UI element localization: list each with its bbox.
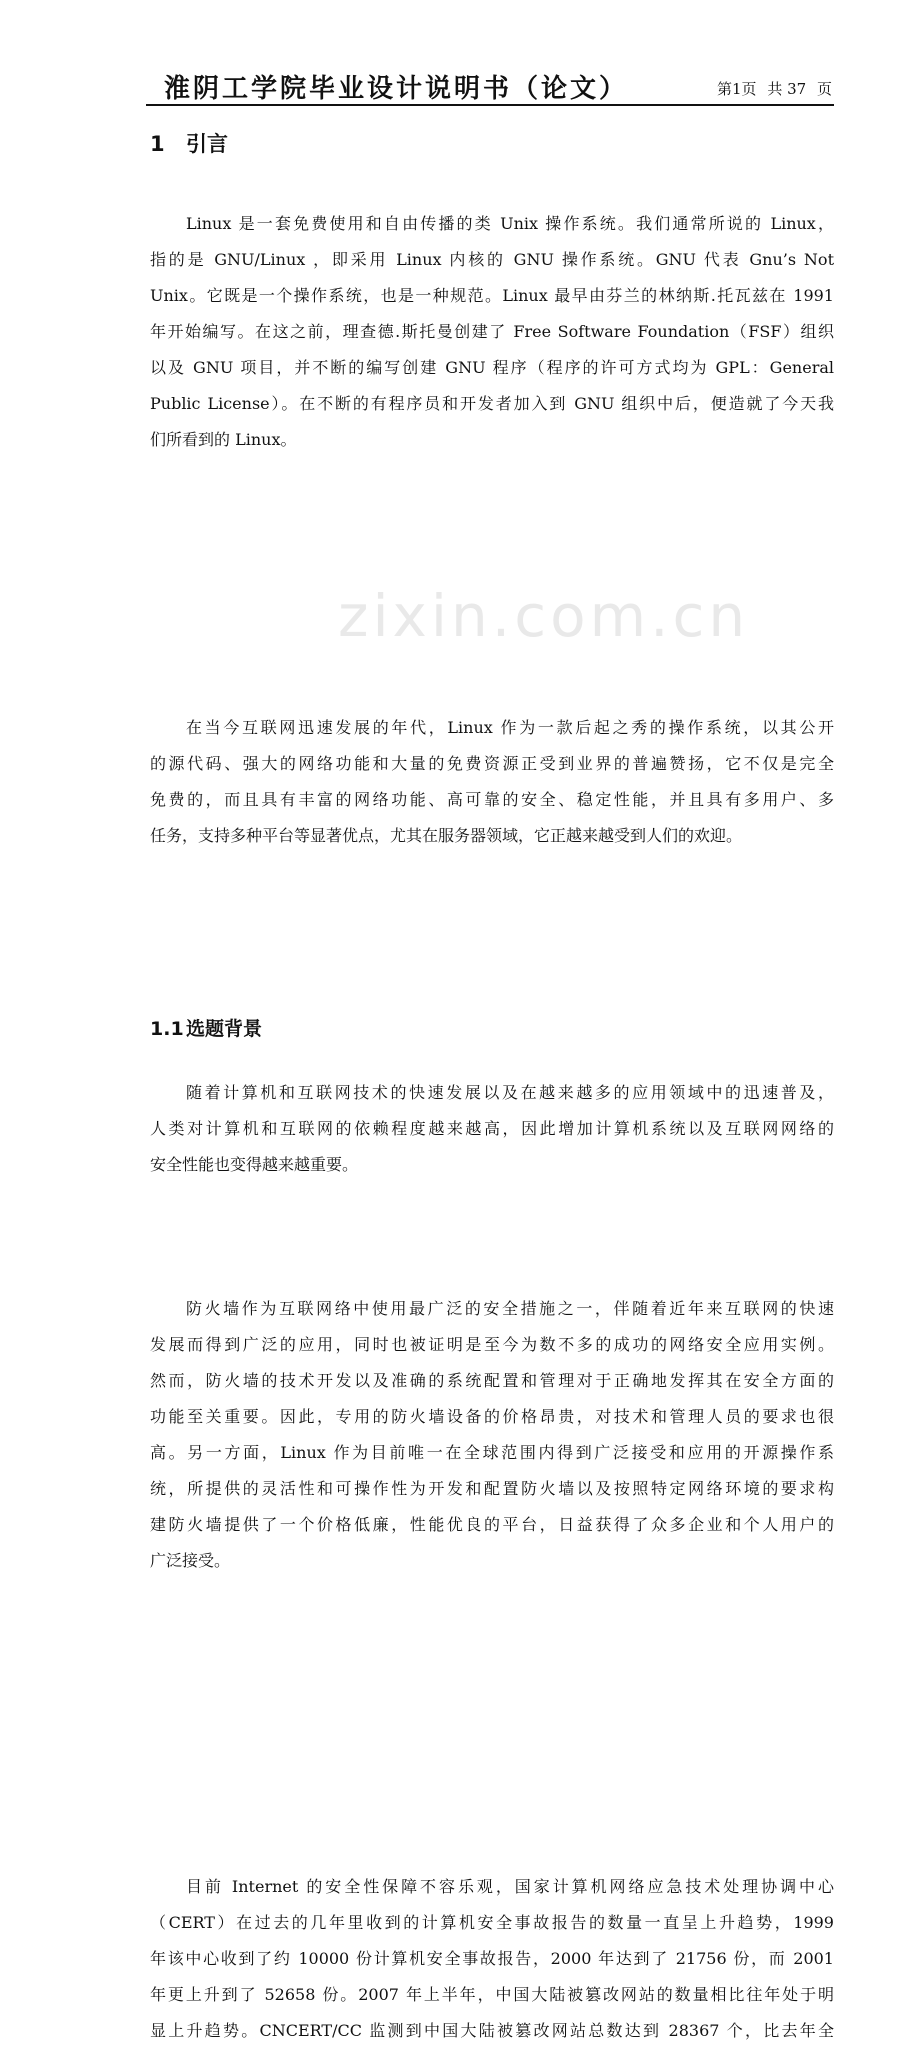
page-total: 共 37 <box>767 80 807 98</box>
page-current: 第1页 <box>717 80 757 98</box>
text-line: 显上升趋势。CNCERT/CC 监测到中国大陆被篡改网站总数达到 28367 个，比去年全 <box>150 2021 834 2040</box>
page-header <box>146 66 834 106</box>
text-line: 年该中心收到了约 10000 份计算机安全事故报告，2000 年达到了 21756 份，而 2001 <box>150 1949 834 1968</box>
paragraph-4 <box>150 1291 834 1579</box>
section-heading-1-1 <box>150 1014 920 1041</box>
text-line: 年更上升到了 52658 份。2007 年上半年，中国大陆被篡改网站的数量相比往年处于明 <box>150 1985 834 2004</box>
text-line: 防火墙作为互联网络中使用最广泛的安全措施之一，伴随着近年来互联网的快速 <box>186 1299 834 1318</box>
watermark: zixin.com.cn <box>338 582 750 650</box>
text-line: 目前 Internet 的安全性保障不容乐观，国家计算机网络应急技术处理协调中心 <box>186 1877 834 1896</box>
text-line: 免费的，而且具有丰富的网络功能、高可靠的安全、稳定性能，并且具有多用户、多 <box>150 790 834 809</box>
text-line: Unix。它既是一个操作系统，也是一种规范。Linux 最早由芬兰的林纳斯.托瓦兹在 1991 <box>150 286 834 305</box>
page-number <box>711 78 832 99</box>
text-line: 以及 GNU 项目，并不断的编写创建 GNU 程序（程序的许可方式均为 GPL：General <box>150 358 834 377</box>
text-line: 们所看到的 Linux。 <box>150 430 297 449</box>
text-line: 年开始编写。在这之前，理查德.斯托曼创建了 Free Software Foundation（FSF）组织 <box>150 322 834 341</box>
section-number: 1 <box>150 132 165 156</box>
text-line: 随着计算机和互联网技术的快速发展以及在越来越多的应用领域中的迅速普及， <box>186 1083 834 1102</box>
text-line: 指的是 GNU/Linux ，即采用 Linux 内核的 GNU 操作系统。GNU 代表 Gnu’s Not <box>150 250 834 269</box>
section-number: 1.1 <box>150 1018 184 1040</box>
text-line: 任务，支持多种平台等显著优点，尤其在服务器领域，它正越来越受到人们的欢迎。 <box>150 826 743 845</box>
text-line: 安全性能也变得越来越重要。 <box>150 1155 359 1174</box>
document-title: 淮阴工学院毕业设计说明书（论文） <box>164 74 629 104</box>
text-line: Linux 是一套免费使用和自由传播的类 Unix 操作系统。我们通常所说的 Linux， <box>186 214 834 233</box>
paragraph-5 <box>150 1869 834 2049</box>
text-line: Public License）。在不断的有程序员和开发者加入到 GNU 组织中后，便造就了今天我 <box>150 394 834 413</box>
text-line: 统，所提供的灵活性和可操作性为开发和配置防火墙以及按照特定网络环境的要求构 <box>150 1479 834 1498</box>
paragraph-3 <box>150 1075 834 1183</box>
text-line: 功能至关重要。因此，专用的防火墙设备的价格昂贵，对技术和管理人员的要求也很 <box>150 1407 834 1426</box>
text-line: 发展而得到广泛的应用，同时也被证明是至今为数不多的成功的网络安全应用实例。 <box>150 1335 834 1354</box>
section-heading-1 <box>150 128 920 158</box>
text-line: 然而，防火墙的技术开发以及准确的系统配置和管理对于正确地发挥其在安全方面的 <box>150 1371 834 1390</box>
text-line: 在当今互联网迅速发展的年代，Linux 作为一款后起之秀的操作系统，以其公开 <box>186 718 834 737</box>
text-line: 的源代码、强大的网络功能和大量的免费资源正受到业界的普遍赞扬，它不仅是完全 <box>150 754 834 773</box>
text-line: （CERT）在过去的几年里收到的计算机安全事故报告的数量一直呈上升趋势，1999 <box>150 1913 834 1932</box>
text-line: 人类对计算机和互联网的依赖程度越来越高，因此增加计算机系统以及互联网网络的 <box>150 1119 834 1138</box>
text-line: 广泛接受。 <box>150 1551 231 1570</box>
page-unit: 页 <box>816 80 832 98</box>
text-line: 高。另一方面，Linux 作为目前唯一在全球范围内得到广泛接受和应用的开源操作系 <box>150 1443 834 1462</box>
paragraph-1 <box>150 206 834 458</box>
text-line: 建防火墙提供了一个价格低廉，性能优良的平台，日益获得了众多企业和个人用户的 <box>150 1515 834 1534</box>
section-title: 选题背景 <box>186 1018 263 1040</box>
section-title: 引言 <box>186 132 228 156</box>
paragraph-2 <box>150 710 834 854</box>
